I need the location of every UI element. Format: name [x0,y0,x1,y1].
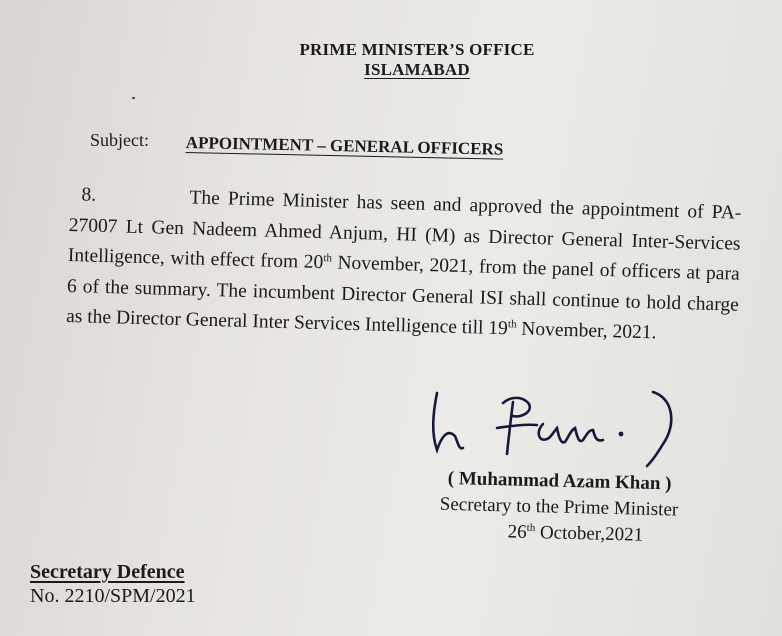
date-month-year: October,2021 [534,522,644,546]
body-superscript-2: th [507,318,517,331]
recipient-block [30,560,196,608]
paper-speck [132,97,135,99]
date-superscript: th [526,521,536,535]
signatory-designation: Secretary to the Prime Minister [439,493,679,521]
body-text-part-2: November, 2021, from the panel of officers at para 6 of the summary. The incumbent Director General ISI shall continue to hold charge as the Director General Inter Services Intelligence till 19 [65,252,740,340]
body-superscript-1: th [323,252,333,265]
body-paragraph [66,180,742,351]
handwritten-signature [425,388,695,468]
signatory-block [408,465,710,550]
date-day: 26 [507,521,527,543]
letterhead-office: PRIME MINISTER’S OFFICE [299,40,535,59]
paragraph-number: 8. [81,184,97,206]
subject-title: APPOINTMENT – GENERAL OFFICERS [185,133,504,159]
signatory-name: ( Muhammad Azam Khan ) [447,467,672,495]
body-text-part-3: November, 2021. [516,318,657,344]
body-text-part-1: The Prime Minister has seen and approved the appointment of PA-27007 Lt Gen Nadeem Ahmed Anjum, HI (M) as Director General Inter-Services Intelligence, with effect from 20 [67,187,742,274]
letterhead-city: ISLAMABAD [364,60,470,79]
reference-number: No. 2210/SPM/2021 [30,585,196,607]
recipient-department: Secretary Defence [30,561,185,583]
subject-label: Subject: [90,130,149,150]
